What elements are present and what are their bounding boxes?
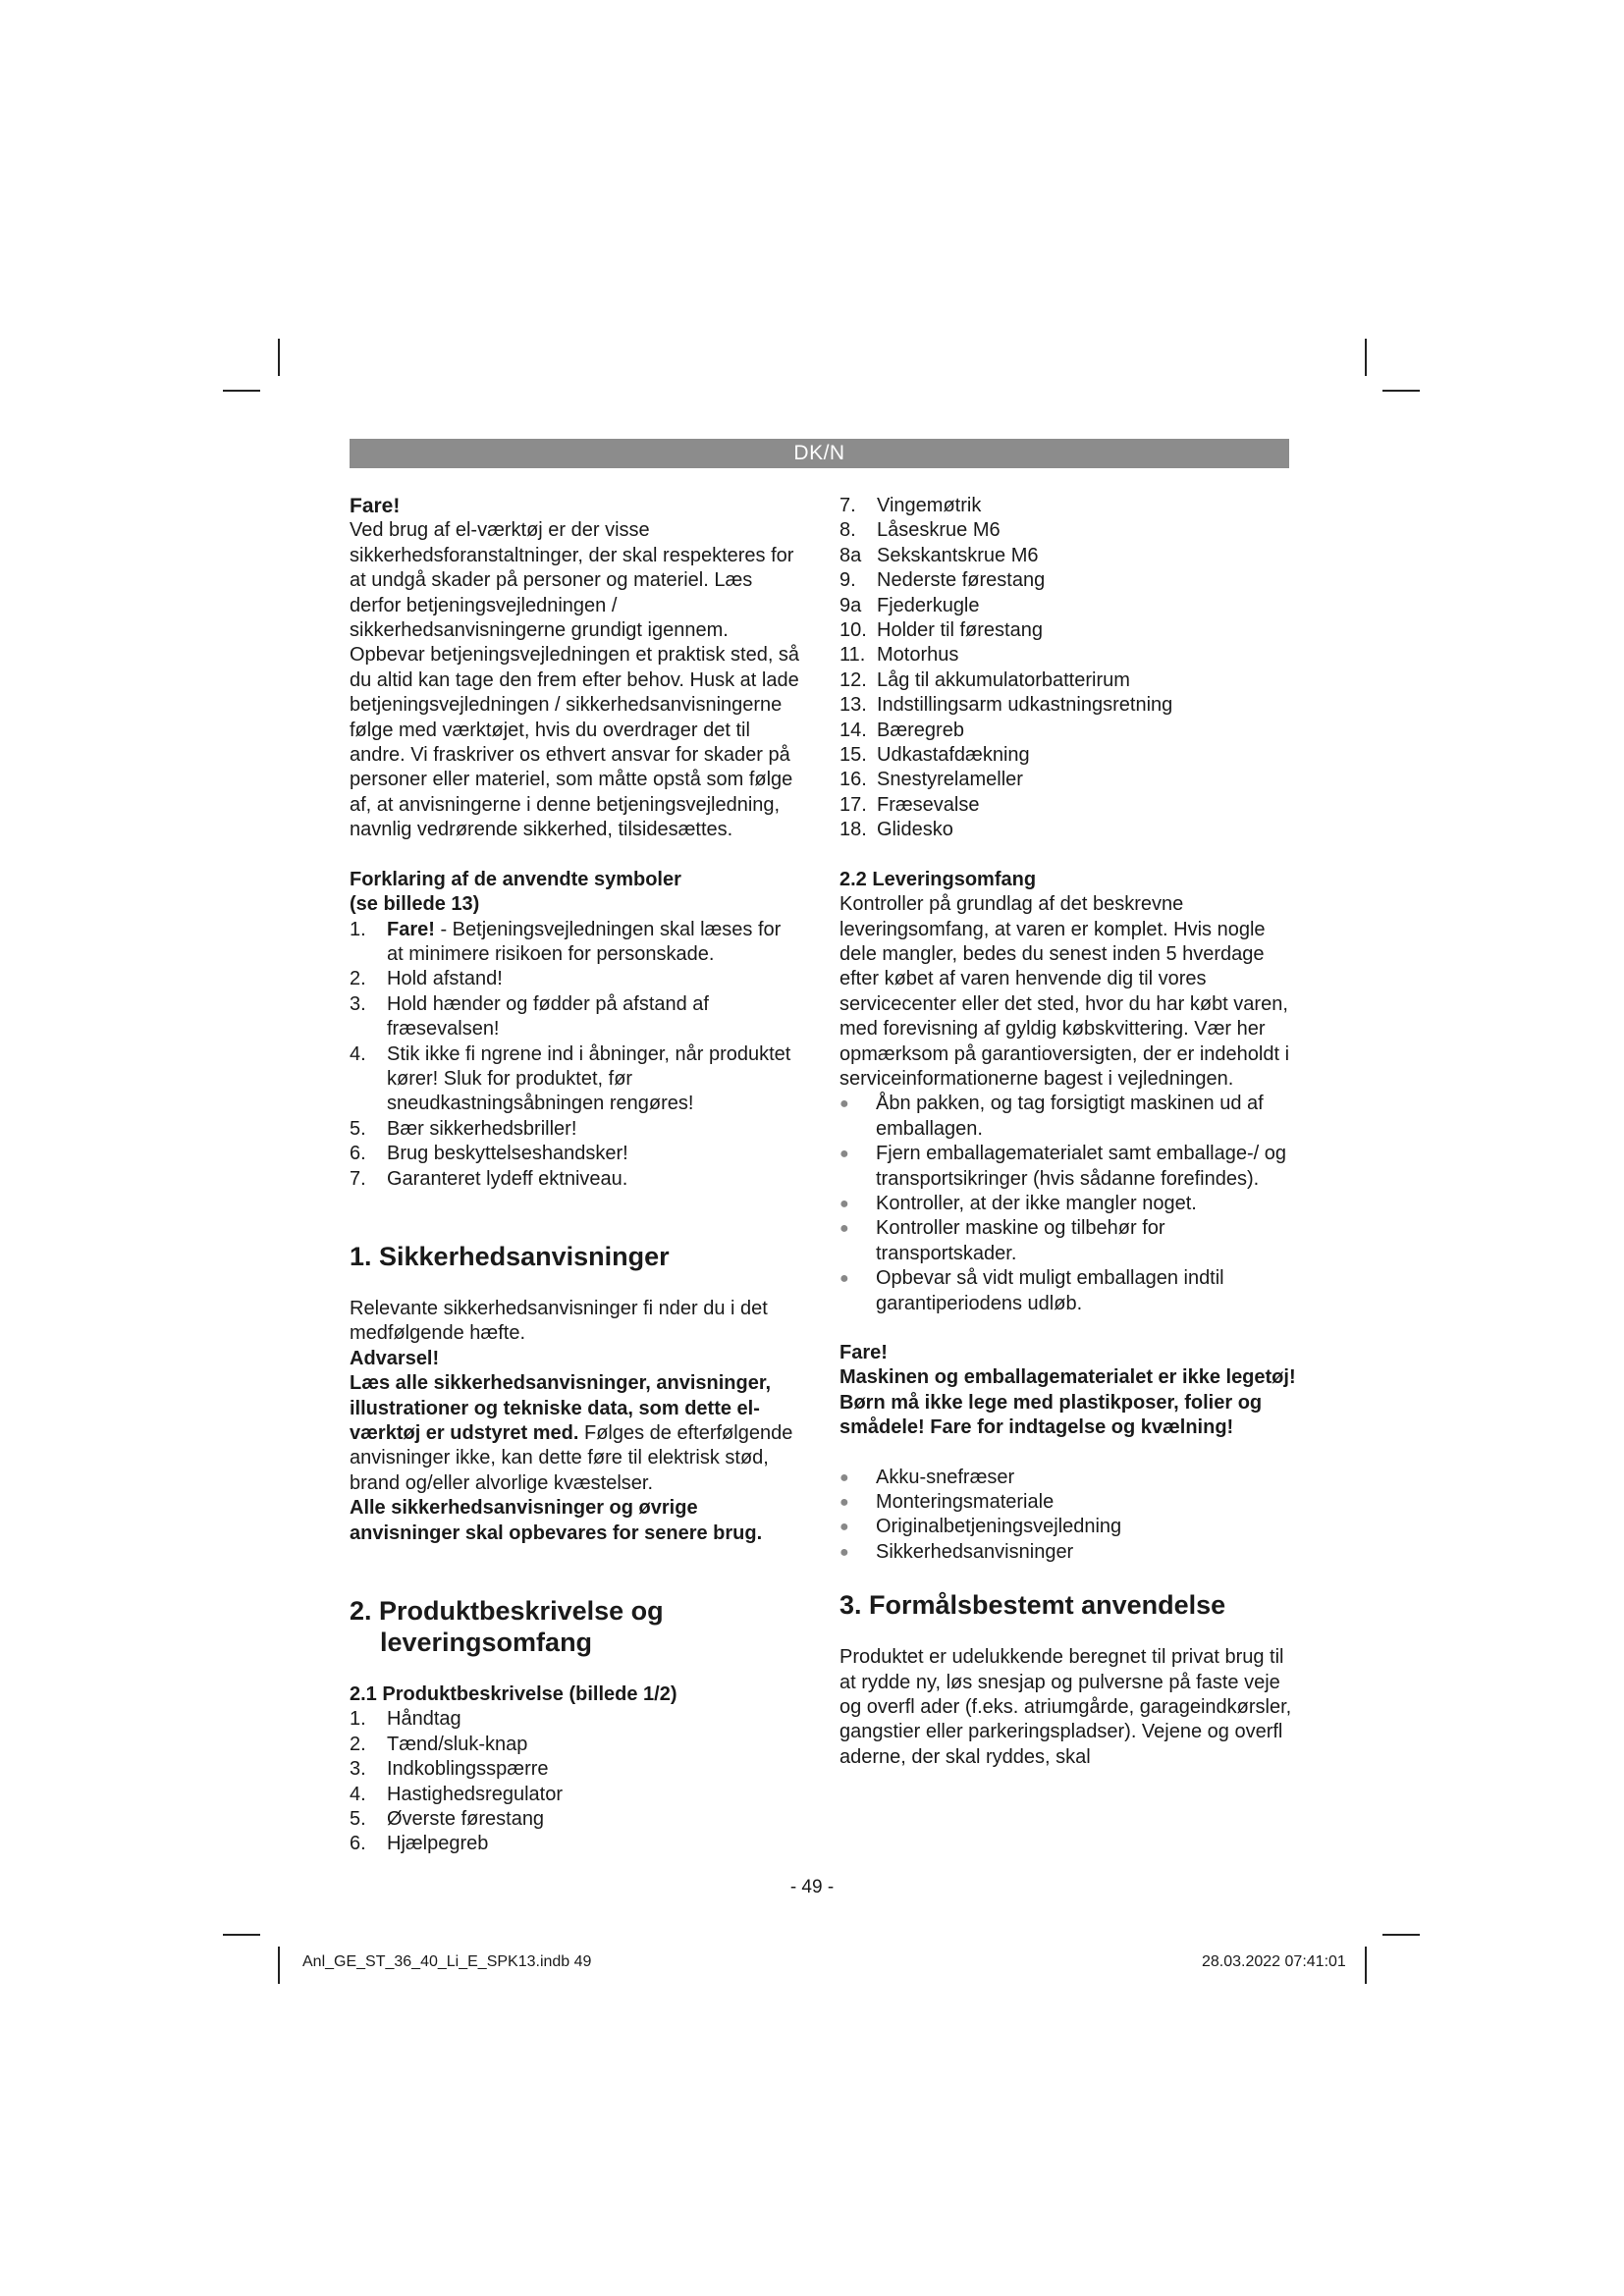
list-item: 5. Bær sikkerhedsbriller! <box>350 1117 577 1140</box>
list-item: 16. Snestyrelameller <box>839 769 1023 791</box>
bullet-icon: ● <box>839 1543 849 1561</box>
left-column <box>350 494 801 1857</box>
list-item: 4. Hastighedsregulator <box>350 1783 563 1805</box>
crop-mark <box>1365 339 1367 376</box>
list-item: 1. Fare! - Betjeningsvejledningen skal læses for at minimere risikoen for personskade. <box>350 918 782 965</box>
section-1-heading: 1. Sikkerhedsanvisninger <box>350 1241 670 1271</box>
list-item: 18. Glidesko <box>839 819 953 841</box>
parts-list-continued <box>839 494 1296 843</box>
crop-mark <box>223 390 260 392</box>
print-timestamp: 28.03.2022 07:41:01 <box>1202 1953 1346 1970</box>
delivery-subtitle: 2.2 Leveringsomfang <box>839 868 1037 890</box>
list-item: 14. Bæregreb <box>839 719 964 741</box>
list-item: 10. Holder til førestang <box>839 619 1043 642</box>
list-item: 15. Udkastafdækning <box>839 744 1030 767</box>
list-item: ● Monteringsmateriale <box>839 1490 1296 1515</box>
bullet-icon: ● <box>839 1095 849 1113</box>
crop-mark <box>278 1947 280 1984</box>
file-name: Anl_GE_ST_36_40_Li_E_SPK13.indb 49 <box>302 1953 592 1970</box>
list-item: ● Sikkerhedsanvisninger <box>839 1540 1296 1565</box>
section-2-heading: 2. Produktbeskrivelse og leveringsomfang <box>350 1596 664 1658</box>
list-item: 2. Tænd/sluk-knap <box>350 1733 528 1755</box>
list-item: 7. Garanteret lydeff ektniveau. <box>350 1167 628 1190</box>
bullet-icon: ● <box>839 1146 849 1163</box>
list-item: 17. Fræsevalse <box>839 793 980 816</box>
page-number: - 49 - <box>789 1877 835 1897</box>
bullet-icon: ● <box>839 1270 849 1288</box>
bullet-icon: ● <box>839 1468 849 1486</box>
crop-mark <box>1365 1947 1367 1984</box>
crop-mark <box>278 339 280 376</box>
section-3-text: Produktet er udelukkende beregnet til privat brug til at rydde ny, løs snesjap og pulversne på faste veje og overfl ader (f.eks. atriumgårde, garageindkørsler, gangstier eller parkeringspladser). Vejene og overfl aderne, der skal ryddes, skal <box>839 1646 1292 1768</box>
crop-mark <box>223 1934 260 1936</box>
section-1-keep-text: Alle sikkerhedsanvisninger og øvrige anvisninger skal opbevares for senere brug. <box>350 1497 763 1544</box>
list-item: 6. Brug beskyttelseshandsker! <box>350 1143 628 1165</box>
delivery-checklist <box>839 1092 1296 1316</box>
section-1-text: Læs alle sikkerhedsanvisninger, anvisninger, illustrationer og tekniske data, som dette el-værktøj er udstyret med. Følges de efterfølgende anvisninger ikke, kan dette føre til elektrisk stød, brand og/eller alvorlige kvæstelser. <box>350 1372 793 1494</box>
list-item: 8. Låseskrue M6 <box>839 519 1001 542</box>
section-3-heading: 3. Formålsbestemt anvendelse <box>839 1590 1226 1621</box>
list-item: 1. Håndtag <box>350 1708 461 1731</box>
list-item: ● Fjern emballagematerialet samt emballage-/ og transportsikringer (hvis sådanne forefindes). <box>839 1143 1286 1190</box>
bullet-icon: ● <box>839 1220 849 1238</box>
list-item: 3. Indkoblingsspærre <box>350 1758 549 1781</box>
list-item: 4. Stik ikke fi ngrene ind i åbninger, når produktet kører! Sluk for produktet, før sneudkastningsåbningen rengøres! <box>350 1042 791 1115</box>
list-item: 11. Motorhus <box>839 644 959 667</box>
language-header: DK/N <box>350 439 1289 468</box>
bullet-icon: ● <box>839 1195 849 1212</box>
list-item: ● Akku-snefræser <box>839 1466 1296 1490</box>
section-1-intro: Relevante sikkerhedsanvisninger fi nder du i det medfølgende hæfte. <box>350 1297 768 1345</box>
list-item: 8a Sekskantskrue M6 <box>839 544 1039 566</box>
delivery-text: Kontroller på grundlag af det beskrevne leveringsomfang, at varen er komplet. Hvis nogle dele mangler, bedes du senest inden 5 hverdage efter købet af varen henvende dig til vores servicecenter eller det sted, hvor du har købt varen, med forevisning af gyldig købskvittering. Vær her opmærksom på garantioversigten, der er indeholdt i serviceinformationerne bagest i vejledningen. <box>839 893 1290 1090</box>
list-item: ● Kontroller, at der ikke mangler noget. <box>839 1192 1296 1216</box>
list-item: 5. Øverste førestang <box>350 1808 545 1831</box>
list-item: 7. Vingemøtrik <box>839 495 982 516</box>
list-item: ● Kontroller maskine og tilbehør for transportskader. <box>839 1217 1165 1264</box>
bullet-icon: ● <box>839 1519 849 1536</box>
product-description-subtitle: 2.1 Produktbeskrivelse (billede 1/2) <box>350 1683 677 1706</box>
list-item: ● Opbevar så vidt muligt emballagen indtil garantiperiodens udløb. <box>839 1267 1224 1314</box>
list-item: 2. Hold afstand! <box>350 968 503 990</box>
crop-mark <box>1382 1934 1420 1936</box>
list-item: 9. Nederste førestang <box>839 569 1046 592</box>
symbols-list <box>350 918 801 1192</box>
crop-mark <box>1382 390 1420 392</box>
list-item: ● Originalbetjeningsvejledning <box>839 1515 1296 1539</box>
danger-text: Ved brug af el-værktøj er der visse sikkerhedsforanstaltninger, der skal respekteres for at undgå skader på personer og materiel. Læs derfor betjeningsvejledningen / sikkerhedsanvisningerne grundigt igennem. Opbevar betjeningsvejledningen et praktisk sted, så du altid kan tage den frem efter behov. Husk at lade betjeningsvejledningen / sikkerhedsanvisningerne følge med værktøjet, hvis du overdrager det til andre. Vi fraskriver os ethvert ansvar for skader på personer eller materiel, som måtte opstå som følge af, at anvisningerne i denne betjeningsvejledning, navnlig vedrørende sikkerhed, tilsidesættes. <box>350 519 800 841</box>
symbols-subtitle: (se billede 13) <box>350 893 480 916</box>
list-item: 6. Hjælpegreb <box>350 1833 489 1855</box>
symbols-title: Forklaring af de anvendte symboler <box>350 868 681 890</box>
parts-list <box>350 1707 801 1856</box>
danger-text-2: Maskinen og emballagematerialet er ikke legetøj! Børn må ikke lege med plastikposer, folier og smådele! Fare for indtagelse og kvælning! <box>839 1366 1296 1439</box>
right-column <box>839 494 1296 1770</box>
list-item: 3. Hold hænder og fødder på afstand af fræsevalsen! <box>350 992 709 1041</box>
package-contents-list <box>839 1466 1296 1566</box>
danger-title: Fare! <box>350 495 401 517</box>
list-item: ● Åbn pakken, og tag forsigtigt maskinen ud af emballagen. <box>839 1093 1264 1140</box>
list-item: 13. Indstillingsarm udkastningsretning <box>839 694 1173 717</box>
list-item: 12. Låg til akkumulatorbatterirum <box>839 668 1130 691</box>
danger-title-2: Fare! <box>839 1342 888 1363</box>
warning-label: Advarsel! <box>350 1347 440 1369</box>
list-item: 9a Fjederkugle <box>839 594 980 616</box>
bullet-icon: ● <box>839 1494 849 1512</box>
